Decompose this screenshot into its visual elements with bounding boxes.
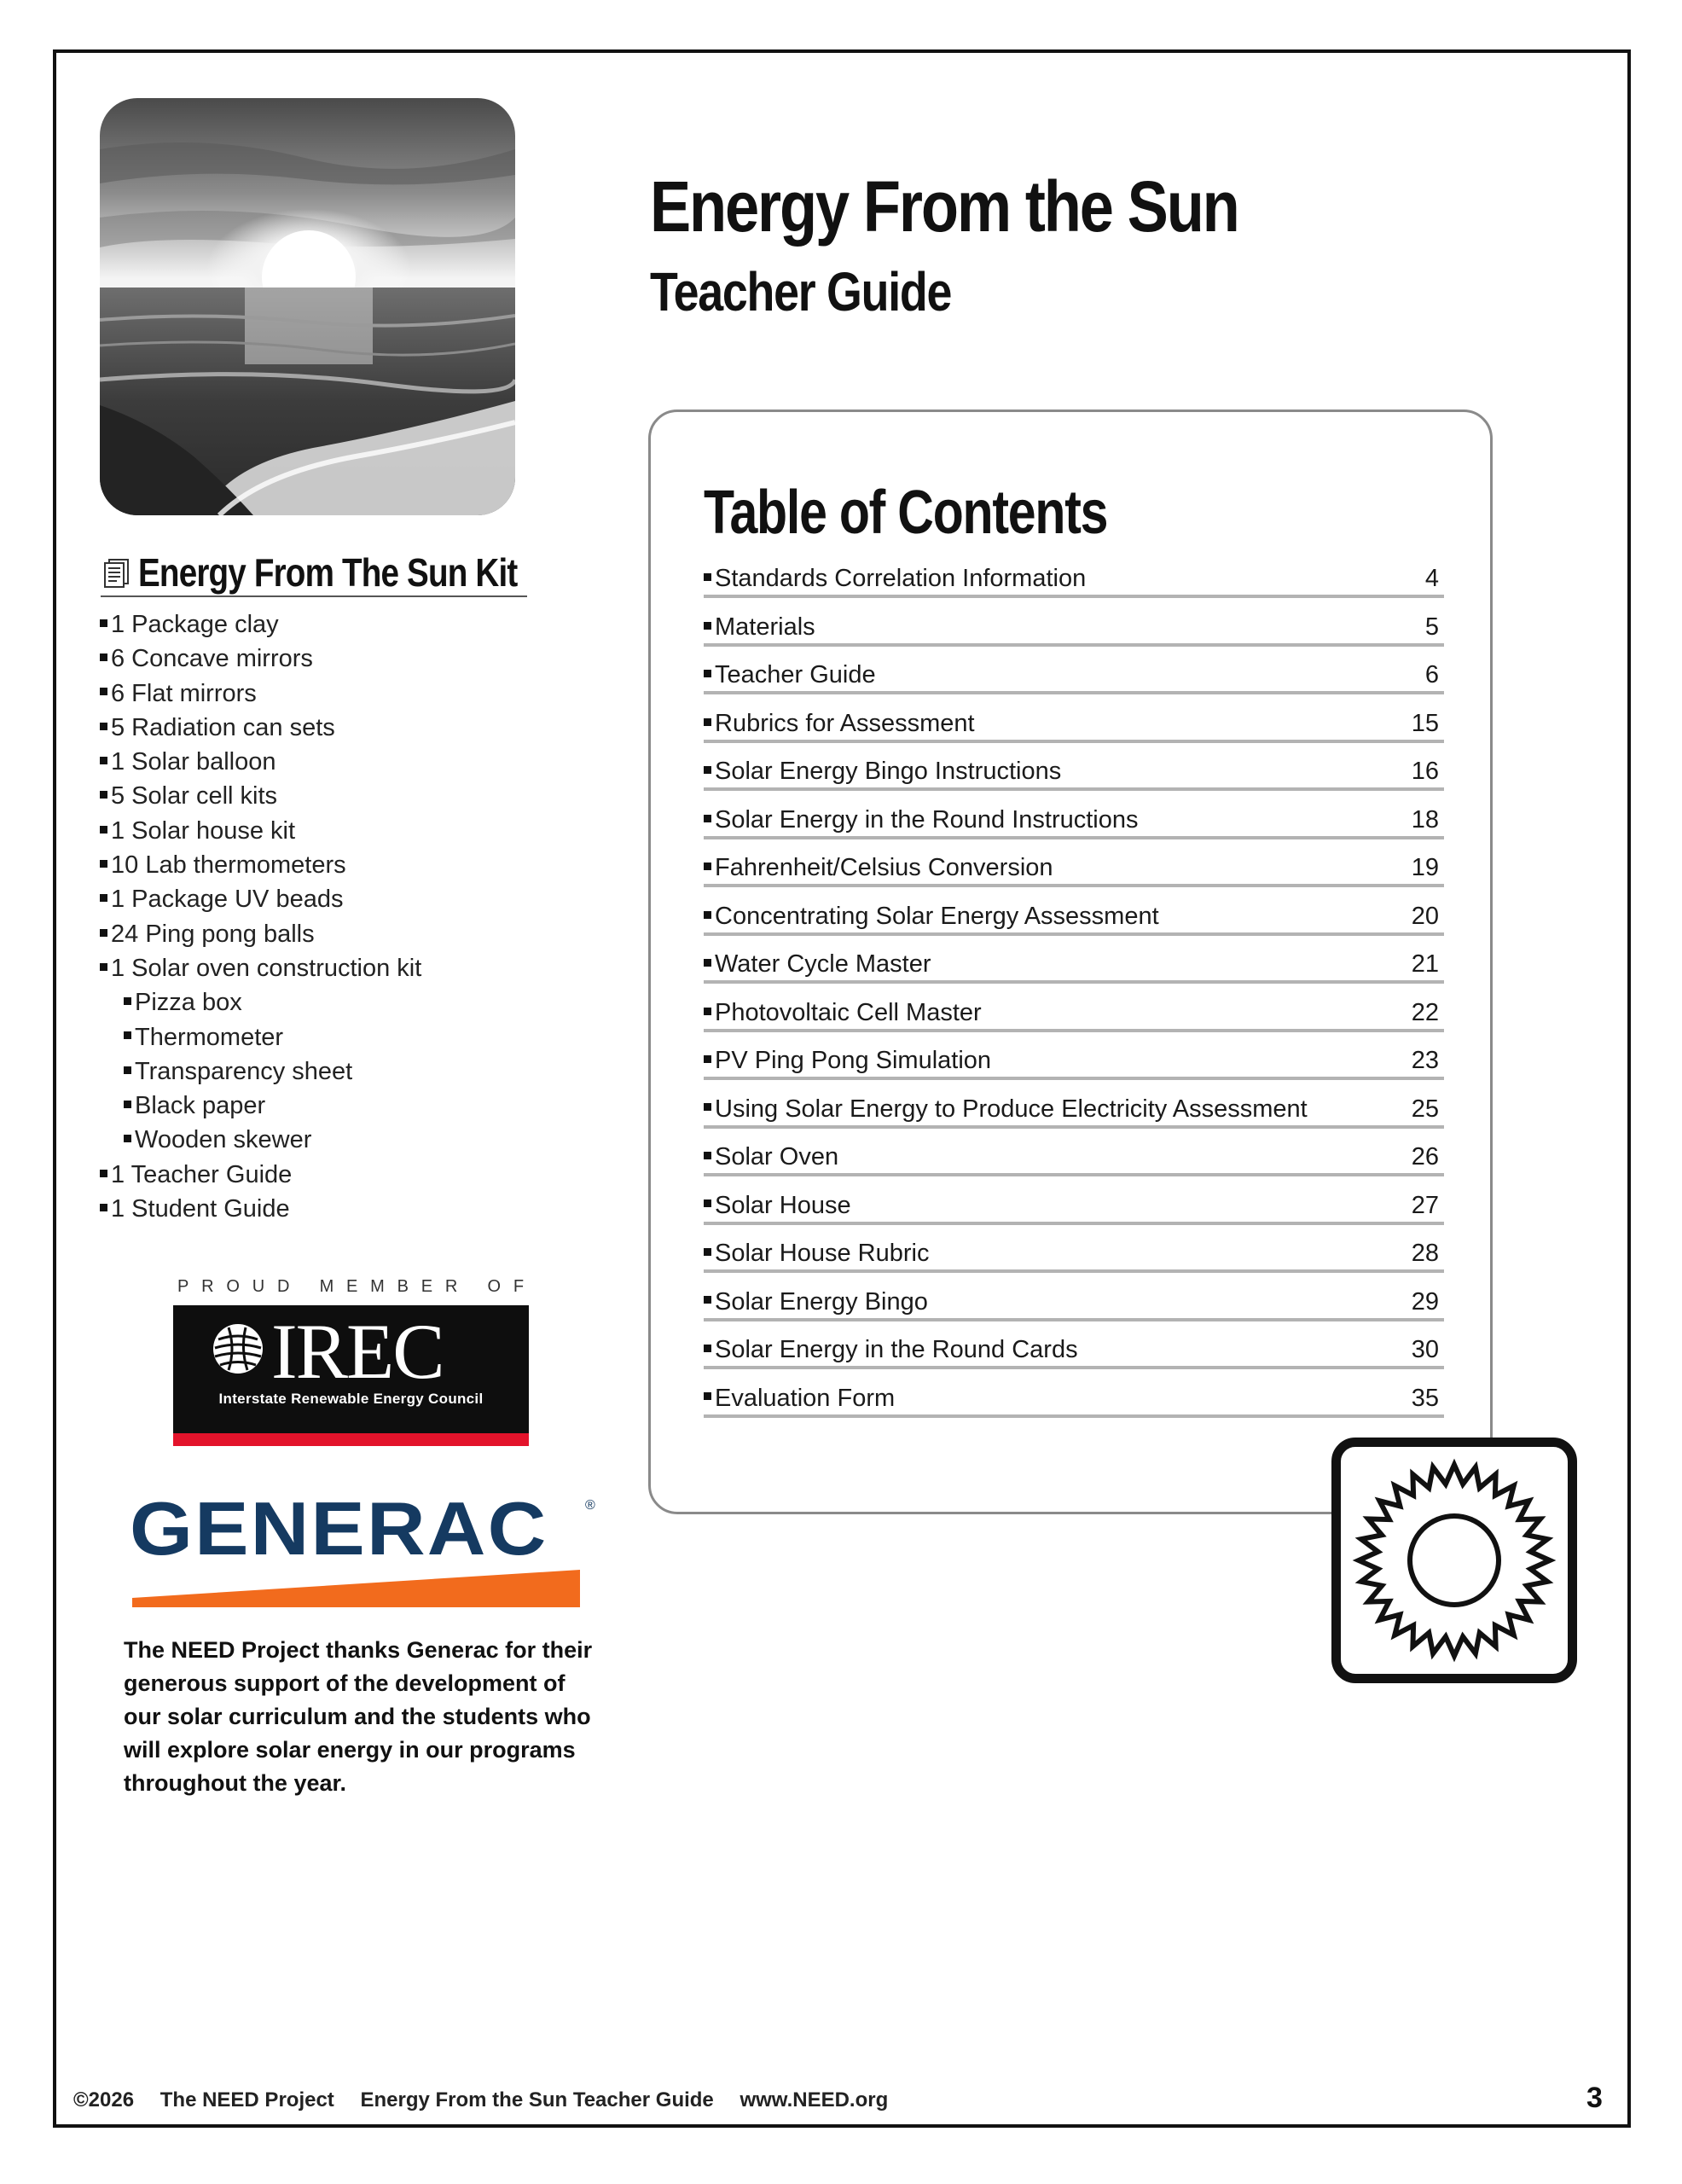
kit-item-text: Transparency sheet xyxy=(135,1057,353,1085)
toc-entry[interactable] xyxy=(704,1035,1444,1080)
toc-entry-label xyxy=(704,1385,895,1413)
toc-entry-page: 20 xyxy=(1411,902,1439,930)
bullet-icon xyxy=(100,826,107,834)
kit-item-text: 5 Solar cell kits xyxy=(111,782,278,810)
toc-entry[interactable] xyxy=(704,890,1444,935)
kit-list xyxy=(100,607,421,1226)
bullet-icon xyxy=(704,1152,711,1159)
bullet-icon xyxy=(704,718,711,726)
kit-item xyxy=(100,607,421,642)
bullet-icon xyxy=(704,1008,711,1015)
toc-entry[interactable] xyxy=(704,697,1444,742)
toc-entry-label xyxy=(704,1192,851,1220)
bullet-icon xyxy=(704,622,711,630)
bullet-icon xyxy=(704,1199,711,1207)
bullet-icon xyxy=(100,619,107,627)
toc-entry-text: Solar Energy Bingo Instructions xyxy=(715,758,1062,786)
toc-entry-label xyxy=(704,1047,991,1075)
irec-globe-icon xyxy=(212,1322,264,1380)
toc-entry[interactable] xyxy=(704,1131,1444,1176)
kit-item-text: 1 Package UV beads xyxy=(111,886,344,914)
bullet-icon xyxy=(704,1345,711,1352)
toc-entry-text: Rubrics for Assessment xyxy=(715,709,975,737)
toc-entry-label xyxy=(704,1095,1308,1124)
kit-item xyxy=(100,951,421,985)
page-title: Energy From the Sun xyxy=(650,166,1238,247)
bullet-icon xyxy=(704,1296,711,1304)
bullet-icon xyxy=(100,963,107,971)
kit-item xyxy=(100,848,421,882)
bullet-icon xyxy=(704,815,711,822)
bullet-icon xyxy=(704,1392,711,1400)
toc-entry-page: 25 xyxy=(1411,1095,1439,1123)
kit-heading-text: Energy From The Sun Kit xyxy=(138,550,518,595)
bullet-icon xyxy=(100,757,107,764)
bullet-icon xyxy=(704,766,711,774)
toc-entry[interactable] xyxy=(704,746,1444,791)
kit-item-text: Pizza box xyxy=(135,989,242,1017)
bullet-icon xyxy=(704,863,711,870)
toc-entry-page: 29 xyxy=(1411,1287,1439,1316)
bullet-icon xyxy=(704,573,711,581)
toc-entry-label xyxy=(704,854,1053,882)
kit-item xyxy=(100,985,421,1019)
bullet-icon xyxy=(100,894,107,902)
sun-icon xyxy=(1331,1438,1577,1683)
toc-entry-label xyxy=(704,950,931,979)
toc-entry-label xyxy=(704,1143,838,1171)
toc-entry-page: 26 xyxy=(1411,1143,1439,1171)
sponsor-thanks-text: The NEED Project thanks Generac for their generous support of the development of our solar curriculum and the students who will explore solar energy in our programs throughout the year. xyxy=(124,1637,593,1796)
toc-entry-page: 6 xyxy=(1424,661,1439,689)
irec-wordmark: IREC xyxy=(271,1308,444,1395)
toc-entry-text: PV Ping Pong Simulation xyxy=(715,1047,992,1075)
toc-entry-text: Using Solar Energy to Produce Electricity Assessment xyxy=(715,1095,1308,1123)
kit-item xyxy=(100,917,421,951)
toc-title: Table of Contents xyxy=(704,479,1108,547)
toc-entry[interactable] xyxy=(704,1179,1444,1224)
toc-entry-label xyxy=(704,565,1086,593)
kit-item-text: 10 Lab thermometers xyxy=(111,851,346,880)
toc-entry-label xyxy=(704,613,815,642)
bullet-icon xyxy=(124,1101,131,1108)
toc-entry-label xyxy=(704,903,1159,931)
toc-list xyxy=(704,553,1444,1420)
toc-entry-label xyxy=(704,806,1139,834)
toc-entry[interactable] xyxy=(704,842,1444,887)
generac-registered-mark: ® xyxy=(585,1498,595,1513)
kit-item-text: 1 Solar balloon xyxy=(111,748,276,776)
bullet-icon xyxy=(100,1204,107,1211)
kit-item-text: 1 Solar house kit xyxy=(111,816,296,845)
toc-entry[interactable] xyxy=(704,649,1444,694)
kit-item-text: 1 Teacher Guide xyxy=(111,1160,293,1188)
toc-entry-text: Evaluation Form xyxy=(715,1384,896,1412)
toc-entry-label xyxy=(704,999,982,1027)
toc-entry[interactable] xyxy=(704,793,1444,839)
toc-entry-page: 4 xyxy=(1424,565,1439,593)
toc-entry-text: Concentrating Solar Energy Assessment xyxy=(715,902,1159,930)
toc-entry[interactable] xyxy=(704,1372,1444,1417)
generac-swoosh xyxy=(132,1570,580,1607)
toc-entry-label xyxy=(704,1240,929,1268)
kit-item xyxy=(100,1158,421,1192)
kit-item xyxy=(100,1054,421,1089)
kit-item-text: Wooden skewer xyxy=(135,1126,312,1154)
toc-entry-label xyxy=(704,1288,928,1316)
kit-item-text: 24 Ping pong balls xyxy=(111,920,315,948)
toc-entry-page: 28 xyxy=(1411,1240,1439,1268)
footer-url[interactable]: www.NEED.org xyxy=(740,2088,889,2111)
toc-entry-text: Solar Energy Bingo xyxy=(715,1287,928,1316)
footer xyxy=(73,2088,908,2112)
kit-item xyxy=(100,711,421,745)
kit-item xyxy=(100,745,421,779)
toc-entry-page: 27 xyxy=(1411,1191,1439,1219)
toc-entry-text: Photovoltaic Cell Master xyxy=(715,998,982,1026)
page-subtitle: Teacher Guide xyxy=(650,261,952,322)
kit-item-text: 5 Radiation can sets xyxy=(111,713,335,741)
kit-item xyxy=(100,882,421,916)
cover-photo xyxy=(100,98,515,515)
bullet-icon xyxy=(704,1055,711,1063)
toc-entry-page: 18 xyxy=(1411,805,1439,834)
toc-entry[interactable] xyxy=(704,1275,1444,1321)
kit-item-text: 1 Student Guide xyxy=(111,1195,290,1223)
bullet-icon xyxy=(124,997,131,1005)
bullet-icon xyxy=(100,1170,107,1177)
generac-wordmark: GENERAC xyxy=(130,1486,548,1571)
kit-item-text: 6 Concave mirrors xyxy=(111,645,313,673)
toc-entry-page: 15 xyxy=(1411,709,1439,737)
bullet-icon xyxy=(704,1248,711,1256)
bullet-icon xyxy=(704,959,711,967)
toc-entry-label xyxy=(704,710,975,738)
toc-entry-text: Water Cycle Master xyxy=(715,950,931,979)
toc-entry-page: 5 xyxy=(1424,613,1439,641)
toc-entry-text: Solar Energy in the Round Cards xyxy=(715,1336,1078,1364)
bullet-icon xyxy=(100,929,107,937)
kit-item xyxy=(100,1192,421,1226)
kit-item xyxy=(100,677,421,711)
bullet-icon xyxy=(124,1031,131,1039)
footer-guide-title: Energy From the Sun Teacher Guide xyxy=(360,2088,714,2111)
toc-entry[interactable] xyxy=(704,553,1444,598)
toc-entry-text: Fahrenheit/Celsius Conversion xyxy=(715,854,1053,882)
toc-entry-page: 23 xyxy=(1411,1047,1439,1075)
toc-entry-page: 19 xyxy=(1411,854,1439,882)
kit-item xyxy=(100,1089,421,1123)
kit-heading xyxy=(101,546,527,597)
irec-full-name: Interstate Renewable Energy Council xyxy=(218,1391,484,1407)
toc-entry-text: Standards Correlation Information xyxy=(715,565,1087,593)
bullet-icon xyxy=(100,860,107,868)
kit-item-text: 6 Flat mirrors xyxy=(111,679,257,707)
toc-entry[interactable] xyxy=(704,938,1444,984)
bullet-icon xyxy=(100,688,107,695)
toc-entry-page: 22 xyxy=(1411,998,1439,1026)
bullet-icon xyxy=(704,911,711,919)
toc-entry-text: Teacher Guide xyxy=(715,661,876,689)
bullet-icon xyxy=(124,1066,131,1074)
bullet-icon xyxy=(704,1103,711,1111)
kit-item xyxy=(100,779,421,813)
toc-entry[interactable] xyxy=(704,1228,1444,1273)
kit-item-text: 1 Package clay xyxy=(111,611,279,638)
bullet-icon xyxy=(704,670,711,677)
document-stack-icon xyxy=(101,558,131,593)
kit-item xyxy=(100,814,421,848)
toc-entry-label xyxy=(704,1336,1078,1364)
bullet-icon xyxy=(100,653,107,661)
kit-item xyxy=(100,1123,421,1157)
toc-entry-text: Solar Oven xyxy=(715,1143,839,1171)
footer-org: The NEED Project xyxy=(160,2088,334,2111)
bullet-icon xyxy=(100,791,107,799)
toc-entry-label xyxy=(704,758,1061,786)
toc-entry[interactable] xyxy=(704,1083,1444,1128)
toc-entry-text: Solar Energy in the Round Instructions xyxy=(715,805,1139,834)
toc-entry-text: Materials xyxy=(715,613,815,641)
kit-item-text: Thermometer xyxy=(135,1023,284,1051)
toc-entry-page: 16 xyxy=(1411,758,1439,786)
kit-item-text: Black paper xyxy=(135,1092,266,1120)
bullet-icon xyxy=(100,723,107,730)
kit-item xyxy=(100,642,421,676)
toc-entry-page: 30 xyxy=(1411,1336,1439,1364)
toc-entry-text: Solar House Rubric xyxy=(715,1240,930,1268)
page-number: 3 xyxy=(1586,2082,1603,2114)
kit-item xyxy=(100,1020,421,1054)
toc-entry-text: Solar House xyxy=(715,1191,851,1219)
bullet-icon xyxy=(124,1135,131,1142)
toc-entry[interactable] xyxy=(704,1324,1444,1369)
toc-entry-page: 35 xyxy=(1411,1384,1439,1412)
toc-entry[interactable] xyxy=(704,986,1444,1031)
kit-item-text: 1 Solar oven construction kit xyxy=(111,954,422,982)
toc-entry[interactable] xyxy=(704,601,1444,646)
toc-entry-label xyxy=(704,661,876,689)
toc-entry-page: 21 xyxy=(1411,950,1439,979)
irec-logo xyxy=(173,1305,529,1446)
irec-caption: PROUD MEMBER OF xyxy=(177,1277,536,1296)
footer-copyright: ©2026 xyxy=(73,2088,135,2111)
